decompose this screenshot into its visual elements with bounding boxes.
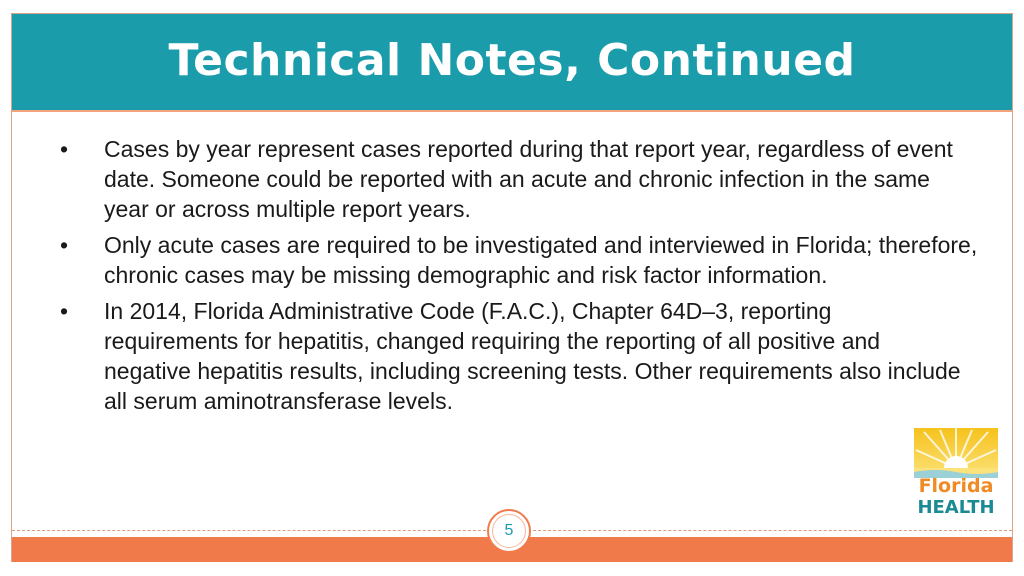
florida-health-logo [914, 428, 998, 520]
slide-title: Technical Notes, Continued [168, 34, 856, 86]
logo-text-health: HEALTH [917, 497, 995, 518]
bullet-text: Cases by year represent cases reported during that report year, regardless of event date. Someone could be reported with an acute and chronic infection in the same year or across multiple report years. [104, 136, 953, 222]
logo-text-florida: Florida [918, 475, 994, 497]
bullet-item [60, 230, 980, 290]
bullet-item [60, 134, 980, 224]
bullet-item [60, 296, 980, 416]
bullet-text: In 2014, Florida Administrative Code (F.A.C.), Chapter 64D–3, reporting requirements for hepatitis, changed requiring the reporting of all positive and negative hepatitis results, including screening tests. Other requirements also include all serum aminotransferase levels. [104, 298, 961, 414]
title-divider [12, 110, 1012, 112]
bullet-marker: • [60, 298, 69, 324]
bullet-marker: • [60, 232, 69, 258]
page-number-badge [487, 509, 531, 553]
title-bar [12, 14, 1012, 110]
bullet-list [60, 134, 980, 416]
page-number: 5 [492, 514, 526, 548]
bullet-marker: • [60, 136, 69, 162]
bullet-text: Only acute cases are required to be investigated and interviewed in Florida; therefore, chronic cases may be missing demographic and risk factor information. [104, 232, 978, 288]
